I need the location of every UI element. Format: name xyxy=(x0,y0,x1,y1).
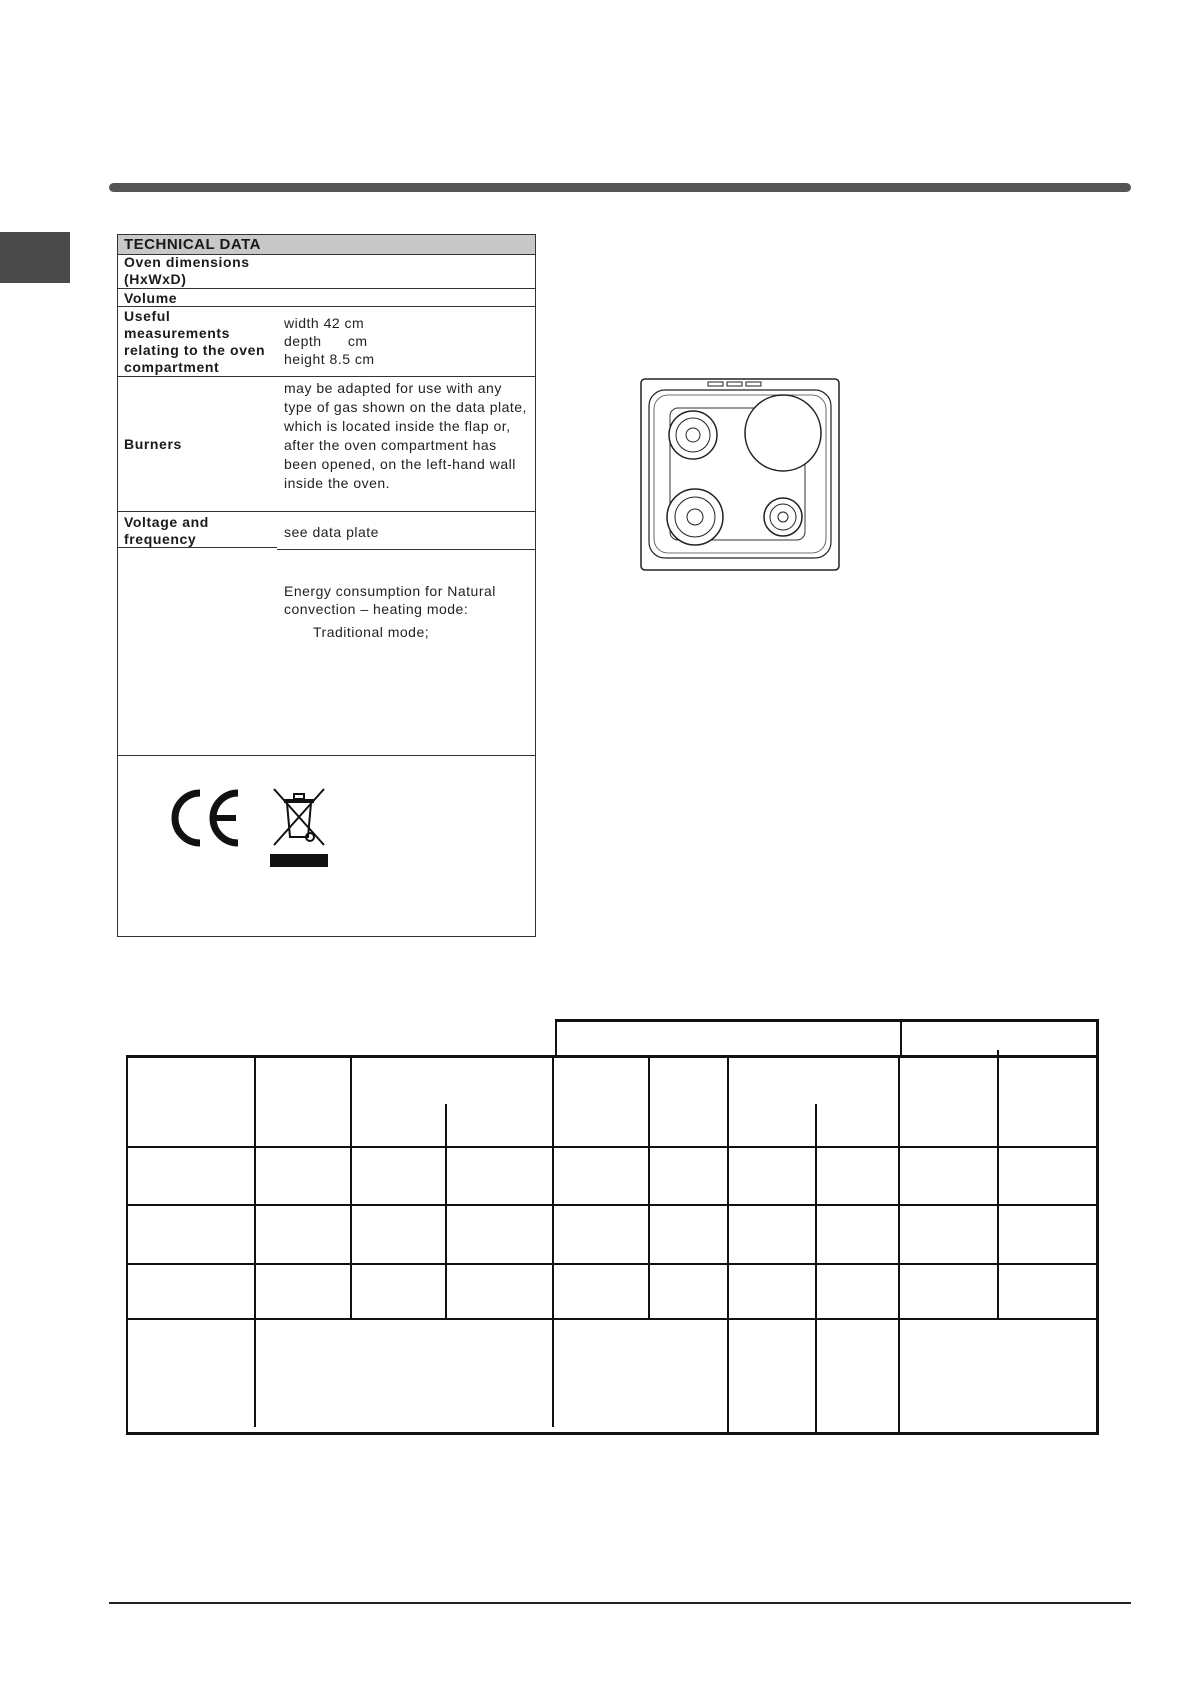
label-voltage: Voltage and frequency xyxy=(124,514,209,547)
grid-line xyxy=(900,1022,902,1057)
value-voltage: see data plate xyxy=(284,524,379,540)
grid-line xyxy=(126,1263,1099,1265)
value-width: width 42 cm xyxy=(284,315,365,331)
grid-line xyxy=(648,1055,650,1318)
grid-line xyxy=(898,1055,900,1435)
grid-line xyxy=(727,1055,729,1435)
grid-line xyxy=(254,1055,256,1427)
grid-line xyxy=(126,1055,1099,1058)
label-useful-measurements: Useful measurements relating to the oven compartment xyxy=(124,308,266,375)
grid-line xyxy=(126,1318,1099,1320)
value-height: height 8.5 cm xyxy=(284,351,375,367)
grid-line xyxy=(1096,1022,1099,1057)
grid-line xyxy=(1096,1055,1099,1435)
grid-line xyxy=(555,1022,557,1057)
label-oven-dimensions: Oven dimensions (HxWxD) xyxy=(124,254,250,287)
grid-line xyxy=(815,1104,817,1432)
grid-line xyxy=(552,1055,554,1427)
grid-line xyxy=(555,1019,1099,1022)
grid-line xyxy=(126,1055,128,1435)
label-volume: Volume xyxy=(124,290,178,306)
grid-line xyxy=(126,1146,1099,1148)
grid-line xyxy=(350,1055,352,1318)
value-depth: depth cm xyxy=(284,333,368,349)
label-burners: Burners xyxy=(124,436,182,452)
grid-line xyxy=(126,1204,1099,1206)
technical-data-header: TECHNICAL DATA xyxy=(118,235,535,255)
value-burners: may be adapted for use with any type of gas shown on the data plate, which is located inside the flap or, after the oven compartment has been opened, on the left-hand wall inside the oven. xyxy=(284,380,527,491)
grid-line xyxy=(126,1432,1099,1435)
grid-line xyxy=(445,1104,447,1318)
grid-line xyxy=(997,1050,999,1318)
bottom-divider xyxy=(109,1602,1131,1604)
value-traditional-mode: Traditional mode; xyxy=(313,624,430,640)
value-energy-consumption: Energy consumption for Natural convection – heating mode: xyxy=(284,583,496,617)
